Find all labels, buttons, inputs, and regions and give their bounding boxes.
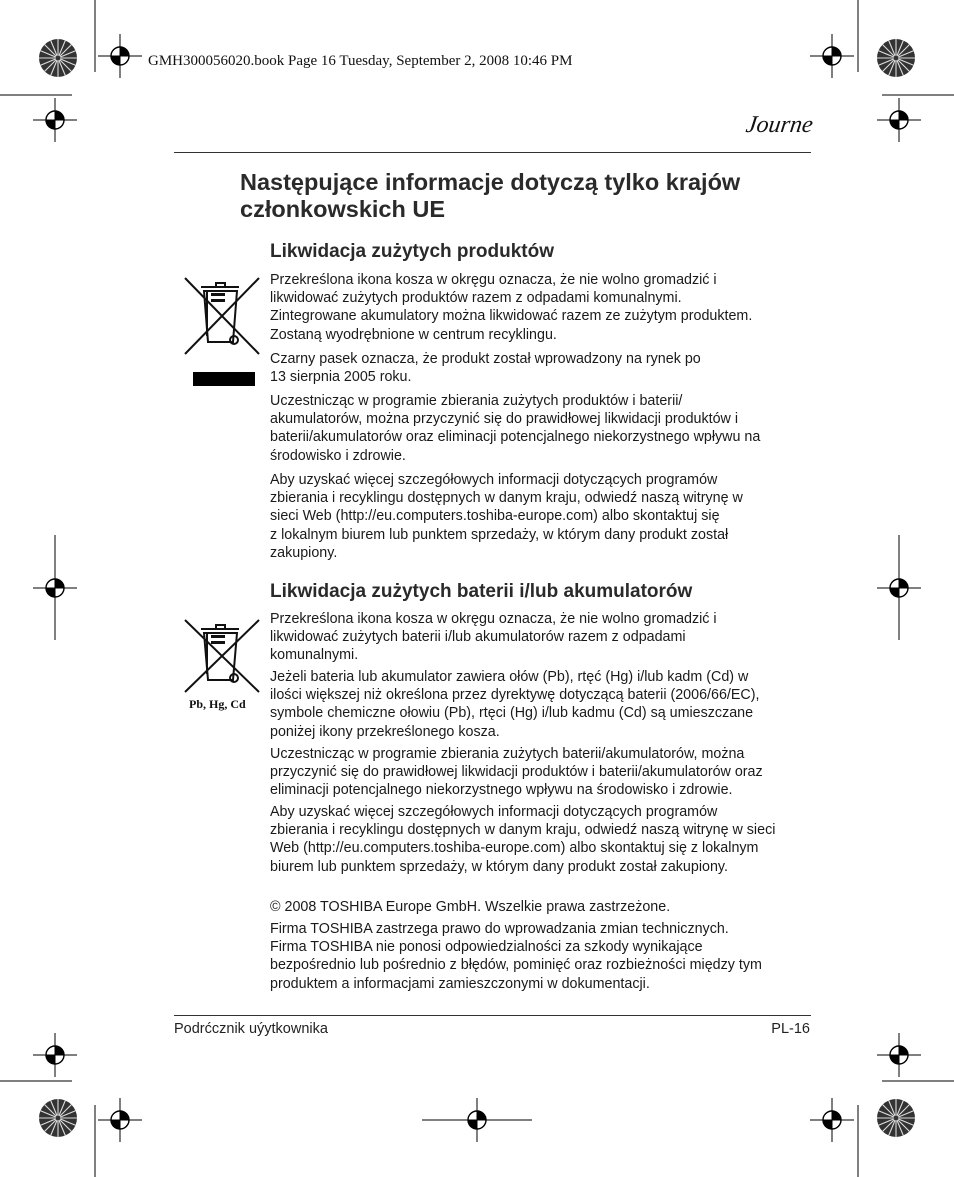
crossed-out-wheeled-bin-icon xyxy=(183,618,263,696)
section-heading-batteries: Likwidacja zużytych baterii i/lub akumulatorów xyxy=(270,581,693,602)
registration-target-icon xyxy=(810,34,854,78)
footer-rule xyxy=(174,1015,811,1016)
registration-target-icon xyxy=(98,1098,142,1142)
page-number: PL-16 xyxy=(771,1021,810,1037)
disclaimer: Firma TOSHIBA zastrzega prawo do wprowadzania zmian technicznych. Firma TOSHIBA nie ponosi odpowiedzialności za szkody wynikające bezpośrednio lub pośrednio z błędów, pominięć oraz rozbieżności między tym produktem a informacjami zamieszczonymi w dokumentacji. xyxy=(270,921,762,992)
page-title: Następujące informacje dotyczą tylko krajów członkowskich UE xyxy=(240,169,741,222)
section1-paragraph-3: Uczestnicząc w programie zbierania zużytych produktów i baterii/ akumulatorów, można przyczynić się do prawidłowej likwidacji produktów i baterii/akumulatorów oraz eliminacji potencjalnego niekorzystnego wpływu na środowisko i zdrowie. xyxy=(270,393,761,464)
registration-target-icon xyxy=(877,98,921,142)
registration-star-icon xyxy=(39,1099,77,1137)
section2-paragraph-2: Jeżeli bateria lub akumulator zawiera ołów (Pb), rtęć (Hg) i/lub kadm (Cd) w ilości większej niż określona przez dyrektywę dotyczącą baterii (2006/66/EC), symbole chemiczne ołowiu (Pb), rtęci (Hg) i/lub kadmu (Cd) są umieszczane poniżej ikony przekreślonego kosza. xyxy=(270,669,760,740)
crossed-out-wheeled-bin-icon xyxy=(183,276,263,358)
registration-star-icon xyxy=(877,1099,915,1137)
section-heading-products: Likwidacja zużytych produktów xyxy=(270,241,554,262)
copyright-notice: © 2008 TOSHIBA Europe GmbH. Wszelkie prawa zastrzeżone. xyxy=(270,899,671,915)
header-rule xyxy=(174,152,811,153)
chemical-symbols-caption: Pb, Hg, Cd xyxy=(189,697,246,711)
print-slug: GMH300056020.book Page 16 Tuesday, September 2, 2008 10:46 PM xyxy=(148,53,573,69)
section2-paragraph-3: Uczestnicząc w programie zbierania zużytych baterii/akumulatorów, można przyczynić się do prawidłowej likwidacji produktów i baterii/akumulatorów oraz eliminacji potencjalnego niekorzystnego wpływu na środowisko i zdrowie. xyxy=(270,746,763,799)
black-bar-mark xyxy=(193,372,255,386)
footer-manual-title: Podrćcznik uýytkownika xyxy=(174,1021,328,1037)
registration-star-icon xyxy=(877,39,915,77)
registration-star-icon xyxy=(39,39,77,77)
registration-target-icon xyxy=(33,1033,77,1077)
registration-target-icon xyxy=(33,98,77,142)
registration-target-icon xyxy=(877,1033,921,1077)
section1-paragraph-1: Przekreślona ikona kosza w okręgu oznacza, że nie wolno gromadzić i likwidować zużytych produktów razem z odpadami komunalnymi. Zintegrowane akumulatory można likwidować razem ze zużytym produktem. Zostaną wyodrębnione w centrum recyklingu. xyxy=(270,272,753,343)
registration-target-icon xyxy=(810,1098,854,1142)
section2-paragraph-4: Aby uzyskać więcej szczegółowych informacji dotyczących programów zbierania i recyklingu dostępnych w danym kraju, odwiedź naszą witrynę w sieci Web (http://eu.computers.toshiba-europe.com) albo skontaktuj się z lokalnym biurem lub punktem sprzedaży, w którym dany produkt został zakupiony. xyxy=(270,804,776,875)
brand-mark: Journe xyxy=(744,112,815,138)
registration-target-icon xyxy=(98,34,142,78)
section1-paragraph-4: Aby uzyskać więcej szczegółowych informacji dotyczących programów zbierania i recyklingu dostępnych w danym kraju, odwiedź naszą witrynę w sieci Web (http://eu.computers.toshiba-europe.com) albo skontaktuj się z lokalnym biurem lub punktem sprzedaży, w którym dany produkt został zakupiony. xyxy=(270,472,743,561)
section1-paragraph-2: Czarny pasek oznacza, że produkt został wprowadzony na rynek po 13 sierpnia 2005 roku. xyxy=(270,351,701,386)
section2-paragraph-1: Przekreślona ikona kosza w okręgu oznacza, że nie wolno gromadzić i likwidować zużytych baterii i/lub akumulatorów razem z odpadami komunalnymi. xyxy=(270,611,717,664)
